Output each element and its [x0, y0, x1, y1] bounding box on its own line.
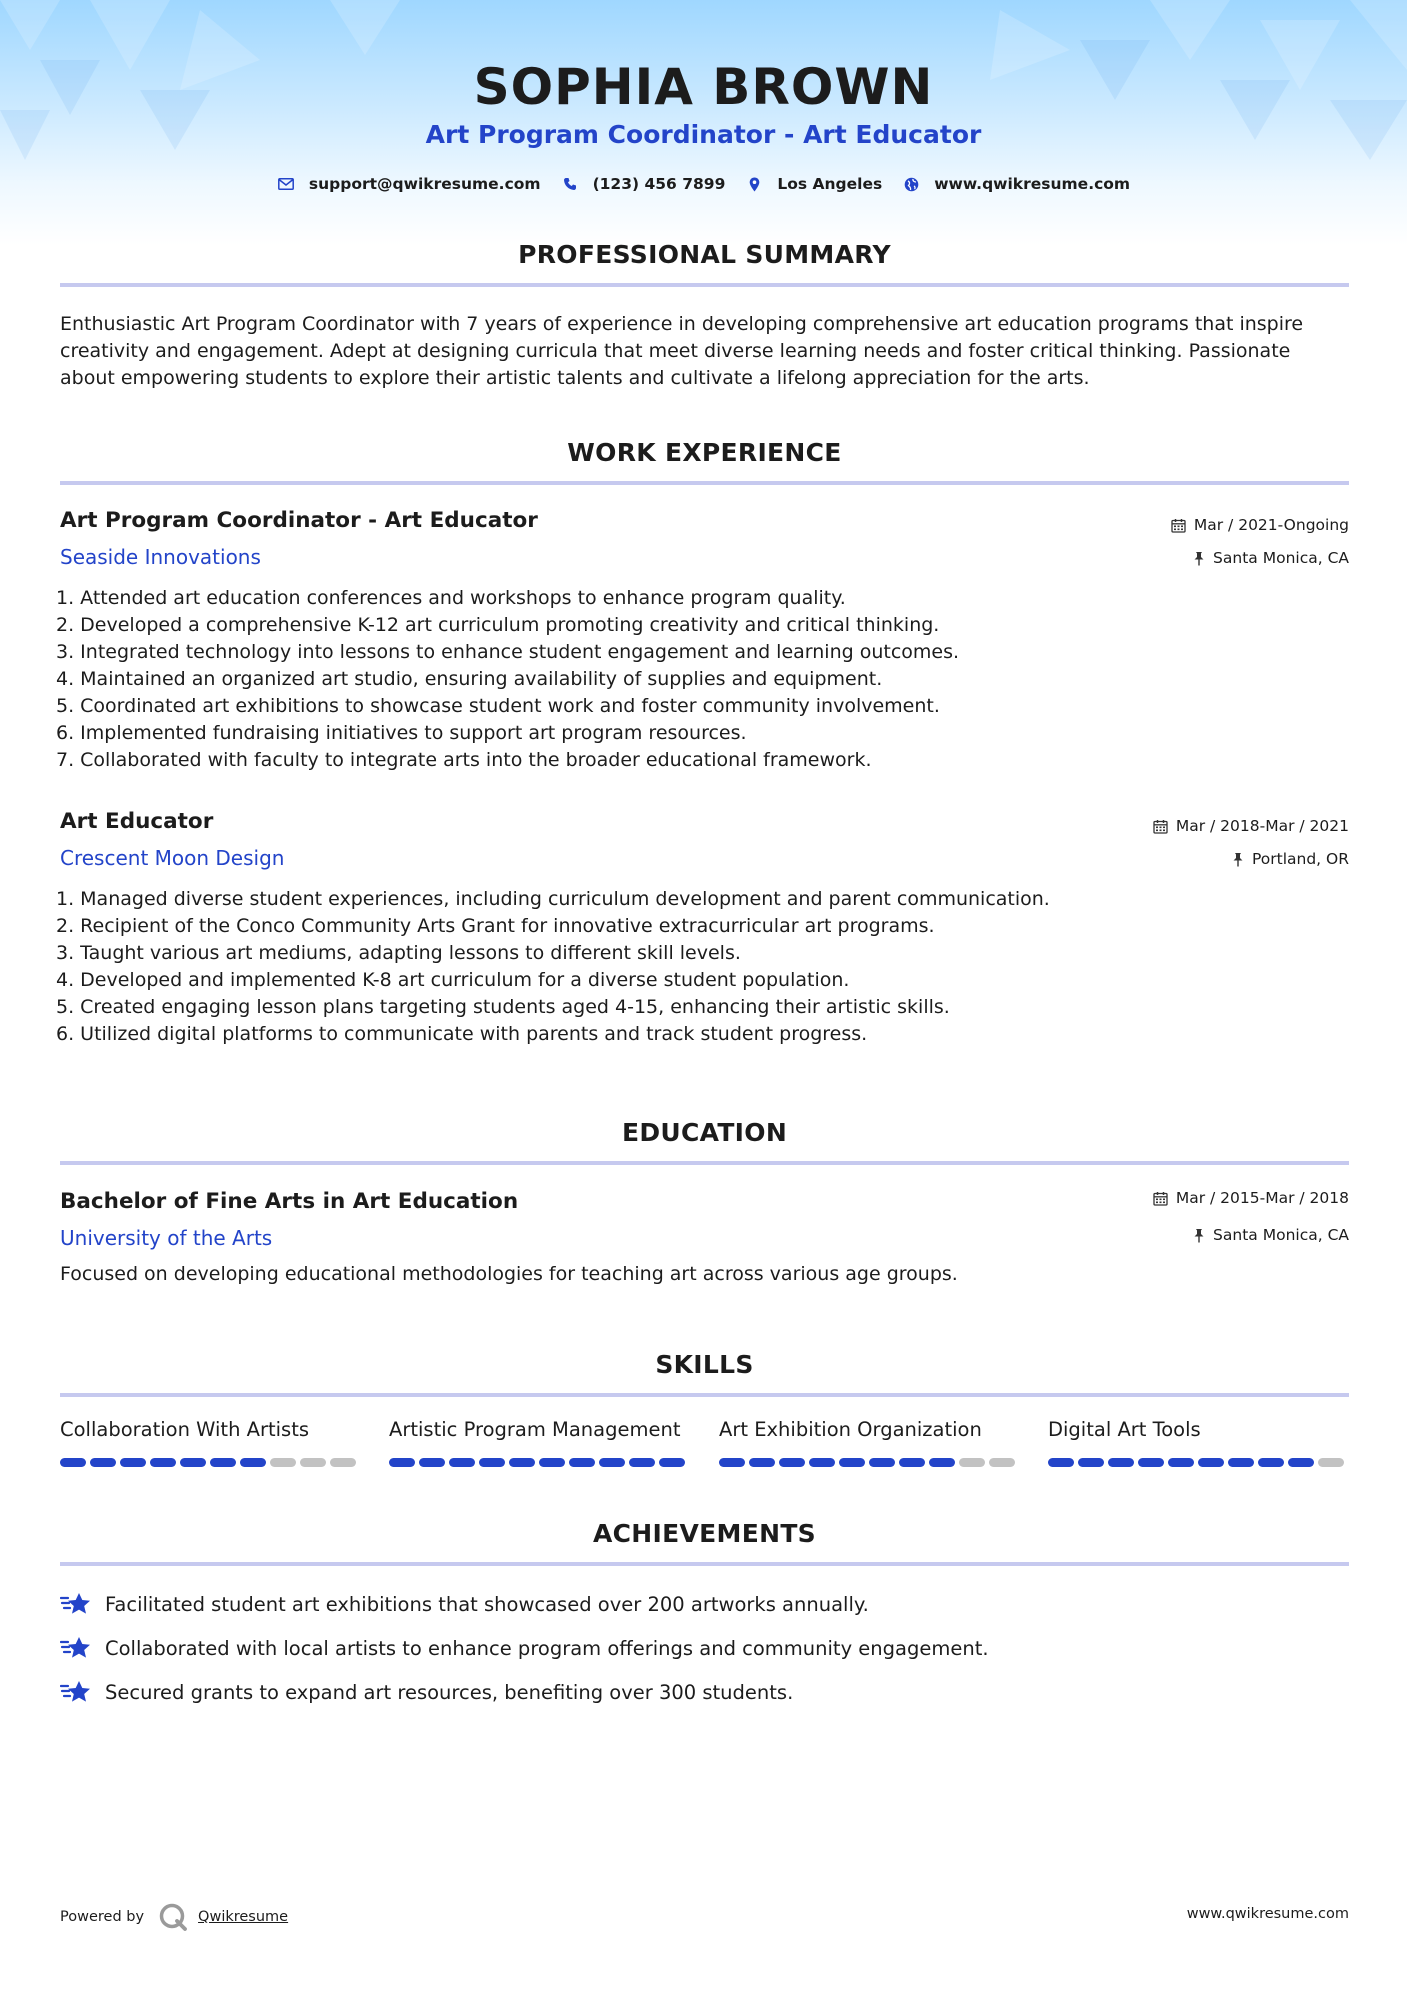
list-item: 2. Recipient of the Conco Community Arts Grant for innovative extracurricular art programs. [56, 915, 935, 937]
education-heading: EDUCATION [621, 1118, 788, 1147]
footer-powered-by [60, 1902, 288, 1932]
skill-item [389, 1418, 689, 1441]
list-item: 7. Collaborated with faculty to integrate arts into the broader educational framework. [56, 749, 872, 771]
job-responsibilities [56, 886, 1316, 1048]
skill-segment-empty [330, 1458, 356, 1467]
skill-item [60, 1418, 360, 1441]
skill-segment-filled [90, 1458, 116, 1467]
achievement-text: Secured grants to expand art resources, benefiting over 300 students. [105, 1680, 794, 1704]
skill-segment-filled [479, 1458, 505, 1467]
calendar-icon [1153, 1191, 1168, 1206]
job-title: Art Educator [60, 809, 214, 834]
phone-icon [561, 177, 579, 191]
list-item: 1. Managed diverse student experiences, including curriculum development and parent communication. [56, 888, 1050, 910]
skill-segment-filled [809, 1458, 835, 1467]
skill-segment-filled [779, 1458, 805, 1467]
skill-segment-filled [419, 1458, 445, 1467]
list-item: 1. Attended art education conferences and workshops to enhance program quality. [56, 587, 846, 609]
achievements-heading: ACHIEVEMENTS [593, 1519, 816, 1548]
education-dates-text: Mar / 2015-Mar / 2018 [1175, 1189, 1349, 1207]
achievements-divider [60, 1562, 1349, 1566]
skill-segment-filled [539, 1458, 565, 1467]
skill-segment-filled [839, 1458, 865, 1467]
job-dates-text: Mar / 2018-Mar / 2021 [1175, 817, 1349, 835]
summary-line: Enthusiastic Art Program Coordinator with 7 years of experience in developing comprehensive art education programs that inspire [60, 313, 1304, 335]
phone-text: (123) 456 7899 [592, 175, 726, 193]
skill-segment-filled [869, 1458, 895, 1467]
skill-segment-filled [659, 1458, 685, 1467]
footer-website-link[interactable]: www.qwikresume.com [1186, 1906, 1349, 1922]
achievement-item [60, 1678, 793, 1706]
skill-segment-filled [180, 1458, 206, 1467]
candidate-title: Art Program Coordinator - Art Educator [425, 120, 982, 149]
summary-heading: PROFESSIONAL SUMMARY [518, 240, 891, 269]
skill-segment-filled [1288, 1458, 1314, 1467]
list-item: 4. Developed and implemented K-8 art curriculum for a diverse student population. [56, 969, 850, 991]
list-item: 6. Implemented fundraising initiatives to support art program resources. [56, 722, 747, 744]
job-dates [1153, 817, 1349, 835]
skill-name: Art Exhibition Organization [719, 1418, 982, 1441]
skill-level-bar [719, 1458, 1019, 1467]
education-description: Focused on developing educational methodologies for teaching art across various age groups. [60, 1263, 958, 1285]
map-pin-icon [745, 177, 763, 192]
list-item: 5. Created engaging lesson plans targeting students aged 4-15, enhancing their artistic skills. [56, 996, 950, 1018]
job-dates-text: Mar / 2021-Ongoing [1193, 516, 1349, 534]
skill-segment-filled [1258, 1458, 1284, 1467]
contact-phone[interactable] [561, 175, 726, 193]
job-responsibilities [56, 585, 1316, 774]
contact-location [745, 175, 882, 193]
skill-segment-filled [899, 1458, 925, 1467]
summary-text [60, 311, 1350, 392]
pushpin-icon [1193, 551, 1205, 566]
job-location-text: Santa Monica, CA [1213, 549, 1349, 567]
skill-segment-filled [719, 1458, 745, 1467]
summary-line: about empowering students to explore their artistic talents and cultivate a lifelong appreciation for the arts. [60, 367, 1090, 389]
skill-segment-filled [60, 1458, 86, 1467]
skill-item [1048, 1418, 1348, 1441]
education-location [1193, 1226, 1349, 1244]
qwikresume-link[interactable]: Qwikresume [198, 1909, 289, 1925]
skill-item [719, 1418, 1019, 1441]
experience-divider [60, 481, 1349, 485]
skill-segment-filled [1048, 1458, 1074, 1467]
skill-segment-filled [1108, 1458, 1134, 1467]
achievement-item [60, 1590, 869, 1618]
qwikresume-logo-icon [158, 1902, 188, 1932]
pushpin-icon [1193, 1228, 1205, 1243]
globe-icon [902, 177, 920, 192]
job-location [1193, 549, 1349, 567]
skill-segment-filled [389, 1458, 415, 1467]
job-dates [1171, 516, 1349, 534]
skill-segment-filled [1228, 1458, 1254, 1467]
calendar-icon [1153, 819, 1168, 834]
calendar-icon [1171, 518, 1186, 533]
contact-email[interactable] [277, 175, 541, 193]
education-location-text: Santa Monica, CA [1213, 1226, 1349, 1244]
star-icon [60, 1634, 92, 1662]
skill-segment-filled [1138, 1458, 1164, 1467]
skill-segment-empty [300, 1458, 326, 1467]
experience-heading: WORK EXPERIENCE [567, 438, 842, 467]
list-item: 3. Integrated technology into lessons to enhance student engagement and learning outcomes. [56, 641, 960, 663]
skill-segment-empty [959, 1458, 985, 1467]
pushpin-icon [1232, 852, 1244, 867]
skill-segment-empty [989, 1458, 1015, 1467]
skill-level-bar [60, 1458, 360, 1467]
skill-name: Digital Art Tools [1048, 1418, 1201, 1441]
skill-segment-filled [1168, 1458, 1194, 1467]
achievement-text: Collaborated with local artists to enhance program offerings and community engagement. [105, 1636, 989, 1660]
skill-segment-filled [210, 1458, 236, 1467]
degree-title: Bachelor of Fine Arts in Art Education [60, 1189, 519, 1214]
skill-name: Collaboration With Artists [60, 1418, 310, 1441]
list-item: 5. Coordinated art exhibitions to showcase student work and foster community involvement. [56, 695, 940, 717]
achievement-text: Facilitated student art exhibitions that showcased over 200 artworks annually. [105, 1592, 869, 1616]
list-item: 4. Maintained an organized art studio, ensuring availability of supplies and equipment. [56, 668, 883, 690]
skill-segment-filled [629, 1458, 655, 1467]
skill-segment-filled [120, 1458, 146, 1467]
skill-segment-filled [150, 1458, 176, 1467]
powered-by-label: Powered by [60, 1909, 145, 1925]
education-dates [1153, 1189, 1349, 1207]
skills-divider [60, 1393, 1349, 1397]
achievement-item [60, 1634, 989, 1662]
contact-bar [0, 172, 1407, 196]
envelope-icon [277, 178, 295, 190]
candidate-name: SOPHIA BROWN [473, 58, 934, 116]
list-item: 2. Developed a comprehensive K-12 art curriculum promoting creativity and critical thinking. [56, 614, 940, 636]
list-item: 3. Taught various art mediums, adapting lessons to different skill levels. [56, 942, 741, 964]
school-name: University of the Arts [60, 1226, 273, 1250]
summary-divider [60, 283, 1349, 287]
skills-heading: SKILLS [655, 1350, 754, 1379]
skill-segment-filled [749, 1458, 775, 1467]
skill-segment-filled [240, 1458, 266, 1467]
contact-website[interactable] [902, 175, 1130, 193]
education-divider [60, 1161, 1349, 1165]
skill-segment-filled [929, 1458, 955, 1467]
job-location [1232, 850, 1349, 868]
skill-name: Artistic Program Management [389, 1418, 681, 1441]
skills-list [60, 1418, 1350, 1478]
skill-segment-empty [1318, 1458, 1344, 1467]
skill-segment-filled [599, 1458, 625, 1467]
email-text: support@qwikresume.com [308, 175, 541, 193]
skill-segment-empty [270, 1458, 296, 1467]
location-text: Los Angeles [777, 175, 883, 193]
skill-segment-filled [569, 1458, 595, 1467]
website-text: www.qwikresume.com [934, 175, 1131, 193]
company-name: Crescent Moon Design [60, 846, 285, 870]
skill-segment-filled [1078, 1458, 1104, 1467]
star-icon [60, 1590, 92, 1618]
skill-level-bar [389, 1458, 689, 1467]
summary-line: creativity and engagement. Adept at designing curricula that meet diverse learning needs and foster critical thinking. Passionate [60, 340, 1291, 362]
skill-segment-filled [1198, 1458, 1224, 1467]
list-item: 6. Utilized digital platforms to communicate with parents and track student progress. [56, 1023, 868, 1045]
skill-segment-filled [509, 1458, 535, 1467]
job-location-text: Portland, OR [1251, 850, 1349, 868]
company-name: Seaside Innovations [60, 545, 261, 569]
job-title: Art Program Coordinator - Art Educator [60, 508, 538, 533]
skill-segment-filled [449, 1458, 475, 1467]
star-icon [60, 1678, 92, 1706]
skill-level-bar [1048, 1458, 1348, 1467]
